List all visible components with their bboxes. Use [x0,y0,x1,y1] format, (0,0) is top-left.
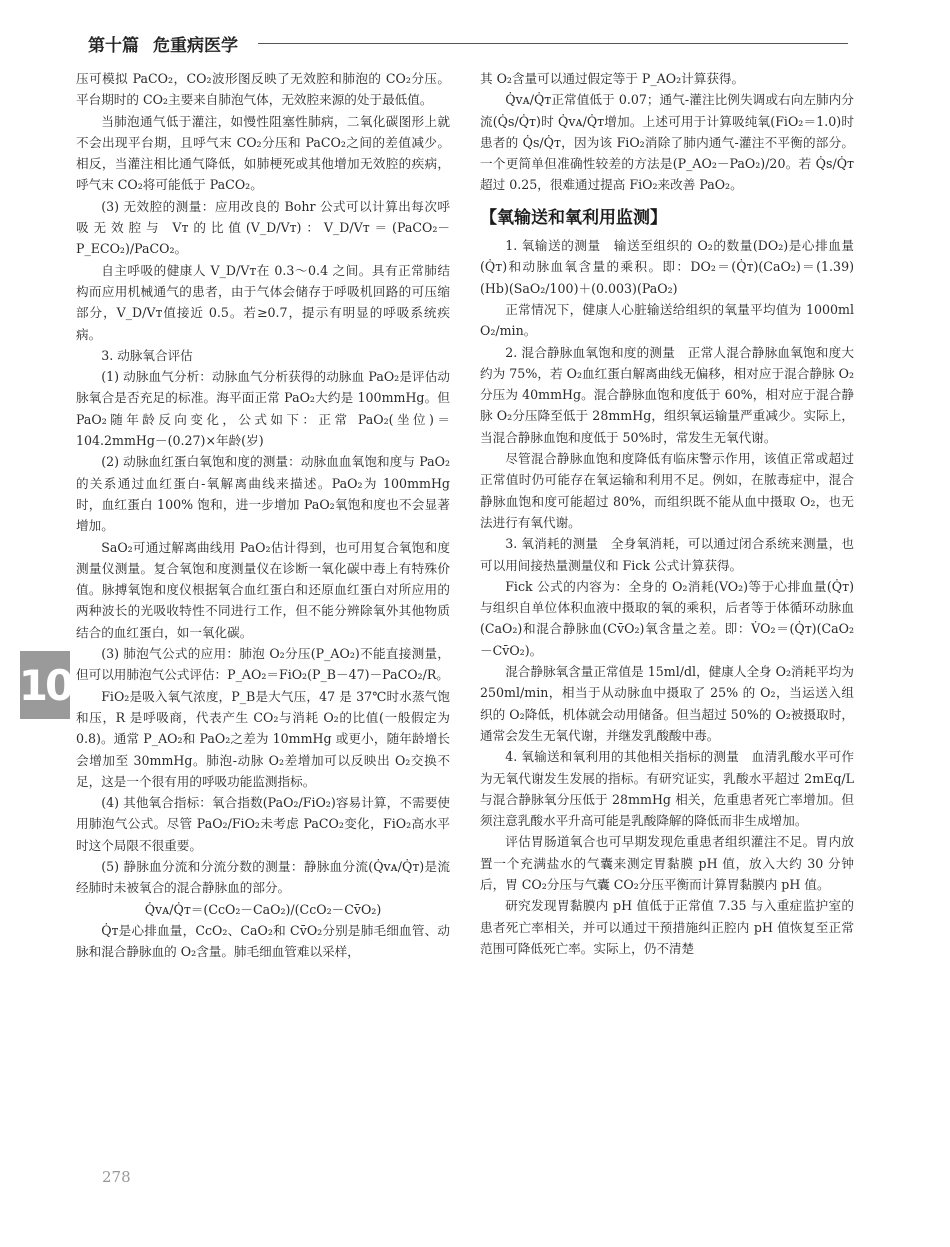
paragraph: 自主呼吸的健康人 V_D/Vᴛ在 0.3～0.4 之间。具有正常肺结构而应用机械通气的患者，由于气体会储存于呼吸机回路的可压缩部分，V_D/Vᴛ值接近 0.5。若≥0.7，提示有明显的呼吸系统疾病。 [76,262,450,342]
paragraph: (2) 动脉血红蛋白氧饱和度的测量：动脉血血氧饱和度与 PaO₂ 的关系通过血红蛋白-氧解离曲线来描述。PaO₂为 100mmHg 时，血红蛋白 100% 饱和，进一步增加 PaO₂氧饱和度也不会显著增加。 [76,454,450,534]
paragraph: 1. 氧输送的测量 输送至组织的 O₂的数量(DO₂)是心排血量(Q̇ᴛ)和动脉血氧含量的乘积。即：DO₂＝(Q̇ᴛ)(CaO₂)＝(1.39)(Hb)(SaO₂/100)＋(0.003)(PaO₂) [480,238,854,296]
paragraph: 其 O₂含量可以通过假定等于 P_AO₂计算获得。 [480,71,745,86]
section-heading: 【氧输送和氧利用监测】 [480,207,667,228]
paragraph: 3. 氧消耗的测量 全身氧消耗，可以通过闭合系统来测量，也可以用间接热量测量仪和 Fick 公式计算获得。 [480,536,854,573]
paragraph: (5) 静脉血分流和分流分数的测量：静脉血分流(Q̇ᴠᴀ/Q̇ᴛ)是流经肺时未被氧合的混合静脉血的部分。 [76,858,450,896]
paragraph: (3) 肺泡气公式的应用：肺泡 O₂分压(P_AO₂)不能直接测量，但可以用肺泡气公式评估：P_AO₂＝FiO₂(P_B－47)－PaCO₂/R。 [76,646,450,683]
paragraph: 研究发现胃黏膜内 pH 值低于正常值 7.35 与入重症监护室的患者死亡率相关，并可以通过干预措施纠正腔内 pH 值恢复至正常范围可降低死亡率。实际上，仍不清楚 [480,898,854,956]
paragraph: (3) 无效腔的测量：应用改良的 Bohr 公式可以计算出每次呼吸无效腔与 Vᴛ的比值(V_D/Vᴛ)：V_D/Vᴛ＝(PaCO₂－P_ECO₂)/PaCO₂。 [76,198,450,257]
paragraph: 压可模拟 PaCO₂，CO₂波形图反映了无效腔和肺泡的 CO₂分压。平台期时的 CO₂主要来自肺泡气体，无效腔来源的处于最低值。 [76,71,450,108]
paragraph: SaO₂可通过解离曲线用 PaO₂估计得到，也可用复合氧饱和度测量仪测量。复合氧饱和度测量仪在诊断一氧化碳中毒上有特殊价值。脉搏氧饱和度仪根据氧合血红蛋白和还原血红蛋白对所应用的两种波长的光吸收特性不同进行工作，但不能分辨除氧外其他物质结合的血红蛋白，如一氧化碳。 [76,539,450,640]
paragraph: Fick 公式的内容为：全身的 O₂消耗(VO₂)等于心排血量(Q̇ᴛ)与组织自单位体积血液中摄取的氧的乘积，后者等于体循环动脉血(CaO₂)和混合静脉血(Cv̄O₂)氧含量之差。即：V̇O₂＝(Q̇ᴛ)(CaO₂－Cv̄O₂)。 [480,578,854,658]
paragraph: 4. 氧输送和氧利用的其他相关指标的测量 血清乳酸水平可作为无氧代谢发生发展的指标。有研究证实，乳酸水平超过 2mEq/L 与混合静脉氧分压低于 28mmHg 相关，危重患者死亡率增加。但须注意乳酸水平升高可能是乳酸降解的降低而非生成增加。 [480,749,854,829]
paragraph: (1) 动脉血气分析：动脉血气分析获得的动脉血 PaO₂是评估动脉氧合是否充足的标准。海平面正常 PaO₂大约是 100mmHg。但 PaO₂随年龄反向变化，公式如下：正常 PaO₂(坐位)＝104.2mmHg－(0.27)×年龄(岁) [76,369,450,449]
header-part: 第十篇 [88,35,139,56]
left-column [76,68,450,962]
paragraph: (4) 其他氧合指标：氧合指数(PaO₂/FiO₂)容易计算，不需要使用肺泡气公式。尽管 PaO₂/FiO₂未考虑 PaCO₂变化，FiO₂高水平时这个局限不很重要。 [76,795,450,853]
formula: Q̇ᴠᴀ/Q̇ᴛ＝(CcO₂－CaO₂)/(CcO₂－Cv̄O₂) [144,901,382,917]
header-title [88,31,252,56]
running-header [88,28,848,58]
subheading: 3. 动脉氧合评估 [101,347,193,363]
paragraph: 尽管混合静脉血饱和度降低有临床警示作用，该值正常或超过正常值时仍可能存在氧运输和利用不足。例如，在脓毒症中，混合静脉血饱和度可能超过 80%，而组织既不能从血中摄取 O₂，也无法进行有氧代谢。 [480,451,854,530]
paragraph: 2. 混合静脉血氧饱和度的测量 正常人混合静脉血氧饱和度大约为 75%，若 O₂血红蛋白解离曲线无偏移，相对应于混合静脉 O₂分压为 40mmHg。混合静脉血饱和度低于 60%，相对应于混合静脉 O₂分压降至低于 28mmHg，组织氧运输量严重减少。实际上，当混合静脉血饱和度低于 50%时，常发生无氧代谢。 [480,344,854,445]
paragraph: Q̇ᴠᴀ/Q̇ᴛ正常值低于 0.07；通气-灌注比例失调或右向左肺内分流(Q̇s/Q̇ᴛ)时 Q̇ᴠᴀ/Q̇ᴛ增加。上述可用于计算吸纯氧(FiO₂＝1.0)时患者的 Q̇s/Q̇ᴛ，因为该 FiO₂消除了肺内通气-灌注不平衡的部分。一个更简单但准确性较差的方法是(P_AO₂－PaO₂)/20。若 Q̇s/Q̇ᴛ超过 0.25，很难通过提高 FiO₂来改善 PaO₂。 [480,92,854,193]
paragraph: FiO₂是吸入氧气浓度，P_B是大气压，47 是 37℃时水蒸气饱和压，R 是呼吸商，代表产生 CO₂与消耗 O₂的比值(一般假定为 0.8)。通常 P_AO₂和 PaO₂之差为 10mmHg 或更小，随年龄增长会增加至 30mmHg。肺泡-动脉 O₂差增加可以反映出 O₂交换不足，这是一个很有用的呼吸功能监测指标。 [76,688,450,789]
header-section-title: 危重病医学 [153,35,238,56]
right-column [480,68,854,959]
header-rule [258,43,848,44]
paragraph: 正常情况下，健康人心脏输送给组织的氧量平均值为 1000ml O₂/min。 [480,301,854,339]
paragraph: 混合静脉氧含量正常值是 15ml/dl，健康人全身 O₂消耗平均为 250ml/min，相当于从动脉血中摄取了 25% 的 O₂，当运送入组织的 O₂降低，机体就会动用储备。但当超过 50%的 O₂被摄取时，通常会发生无氧代谢，并继发乳酸酸中毒。 [480,664,854,743]
page-number: 278 [102,1168,131,1186]
paragraph: 当肺泡通气低于灌注，如慢性阻塞性肺病，二氧化碳图形上就不会出现平台期，且呼气末 CO₂分压和 PaCO₂之间的差值减少。相反，当灌注相比通气降低，如肺梗死或其他增加无效腔的疾病，呼气末 CO₂将可能低于 PaCO₂。 [76,113,450,193]
paragraph: Q̇ᴛ是心排血量，CcO₂、CaO₂和 Cv̄O₂分别是肺毛细血管、动脉和混合静脉血的 O₂含量。肺毛细血管难以采样， [76,922,450,960]
paragraph: 评估胃肠道氧合也可早期发现危重患者组织灌注不足。胃内放置一个充满盐水的气囊来测定胃黏膜 pH 值，放入大约 30 分钟后，胃 CO₂分压与气囊 CO₂分压平衡而计算胃黏膜内 pH 值。 [480,834,854,892]
chapter-tab: 10 [20,651,70,719]
